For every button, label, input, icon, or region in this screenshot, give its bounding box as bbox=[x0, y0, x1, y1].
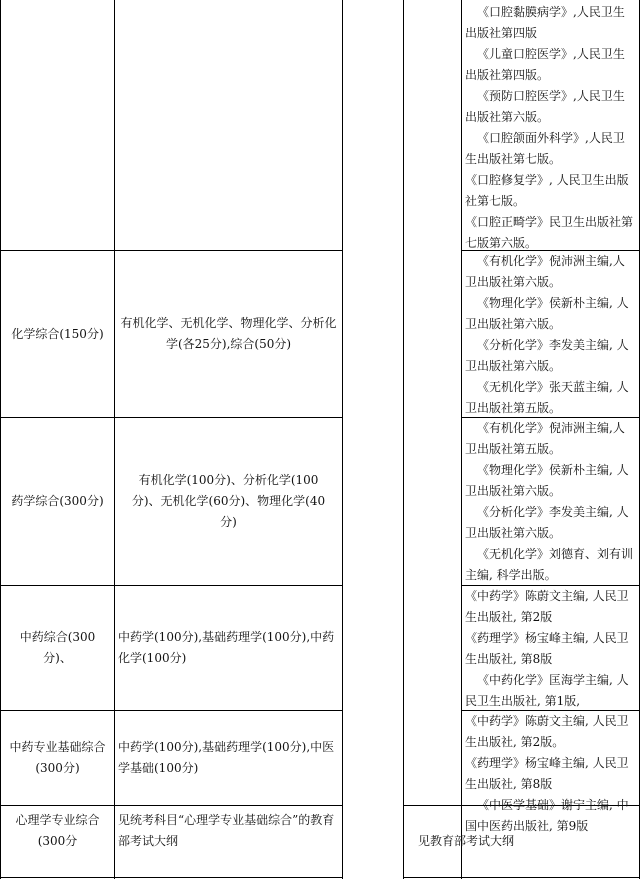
textbook-cell bbox=[462, 418, 639, 585]
textbook-cell bbox=[404, 806, 639, 877]
textbook-entry: 《口腔颌面外科学》,人民卫生出版社第七版。 bbox=[465, 131, 625, 166]
textbook-entry: 《物理化学》侯新朴主编, 人卫出版社第六版。 bbox=[465, 463, 629, 498]
textbook-cell bbox=[462, 586, 639, 710]
table-rule bbox=[403, 0, 404, 879]
content-cell bbox=[115, 711, 342, 805]
textbook-entry: 《中药学》陈蔚文主编, 人民卫生出版社, 第2版。 bbox=[465, 714, 629, 749]
subject-cell bbox=[1, 806, 114, 877]
content-cell bbox=[115, 586, 342, 710]
textbook-entry: 《中医学基础》谢宁主编, 中国中医药出版社, 第9版 bbox=[465, 798, 629, 833]
textbook-entry: 《药理学》杨宝峰主编, 人民卫生出版社, 第8版 bbox=[465, 631, 629, 666]
exam-content: 中药学(100分),基础药理学(100分),中药化学(100分) bbox=[118, 630, 335, 665]
content-cell bbox=[115, 806, 342, 877]
textbook-cell bbox=[462, 0, 639, 250]
textbook-entry: 《有机化学》倪沛洲主编,人卫出版社第五版。 bbox=[465, 421, 625, 456]
textbook-entry: 《口腔黏膜病学》,人民卫生出版社第四版 bbox=[465, 5, 625, 40]
textbook-entry: 《口腔正畸学》民卫生出版社第七版第六版。 bbox=[465, 215, 634, 250]
textbook-entry: 《物理化学》侯新朴主编, 人卫出版社第六版。 bbox=[465, 296, 629, 331]
table-rule bbox=[0, 877, 343, 878]
textbook-entry: 《中药学》陈蔚文主编, 人民卫生出版社, 第2版 bbox=[465, 589, 629, 624]
subject-name: 中药专业基础综合(300分) bbox=[9, 740, 106, 775]
subject-cell bbox=[1, 251, 114, 417]
subject-name: 药学综合(300分) bbox=[11, 494, 104, 508]
content-cell bbox=[115, 418, 342, 585]
exam-content: 见统考科目“心理学专业基础综合”的教育部考试大纲 bbox=[118, 813, 335, 848]
textbook-cell bbox=[462, 711, 639, 833]
subject-name: 中药综合(300分)、 bbox=[19, 630, 96, 665]
textbook-entry: 《预防口腔医学》,人民卫生出版社第六版。 bbox=[465, 89, 625, 124]
exam-content: 中药学(100分),基础药理学(100分),中医学基础(100分) bbox=[118, 740, 335, 775]
subject-name: 心理学专业综合(300分 bbox=[15, 813, 100, 848]
subject-cell bbox=[1, 418, 114, 585]
table-rule bbox=[639, 0, 640, 879]
textbook-entry: 《分析化学》李发美主编, 人卫出版社第六版。 bbox=[465, 505, 629, 540]
exam-content: 有机化学(100分)、分析化学(100分)、无机化学(60分)、物理化学(40分) bbox=[131, 473, 326, 529]
content-cell bbox=[115, 251, 342, 417]
textbook-entry: 《无机化学》张天蓝主编, 人卫出版社第五版。 bbox=[465, 380, 629, 415]
textbook-entry: 《口腔修复学》, 人民卫生出版社第七版。 bbox=[465, 173, 629, 208]
subject-cell bbox=[1, 586, 114, 710]
textbook-entry: 见教育部考试大纲 bbox=[418, 834, 515, 848]
textbook-entry: 《儿童口腔医学》,人民卫生出版社第四版。 bbox=[465, 47, 625, 82]
subject-name: 化学综合(150分) bbox=[11, 326, 104, 341]
textbook-entry: 《药理学》杨宝峰主编, 人民卫生出版社, 第8版 bbox=[465, 756, 629, 791]
textbook-entry: 《分析化学》李发美主编, 人卫出版社第六版。 bbox=[465, 338, 629, 373]
textbook-entry: 《无机化学》刘德育、刘有训主编, 科学出版。 bbox=[465, 547, 634, 582]
textbook-cell bbox=[462, 251, 639, 417]
exam-content: 有机化学、无机化学、物理化学、分析化学(各25分),综合(50分) bbox=[120, 316, 337, 351]
subject-cell bbox=[1, 711, 114, 805]
table-rule bbox=[342, 0, 343, 879]
textbook-entry: 《中药化学》匡海学主编, 人民卫生出版社, 第1版, bbox=[465, 673, 629, 708]
table-rule bbox=[403, 877, 640, 878]
textbook-entry: 《有机化学》倪沛洲主编,人卫出版社第六版。 bbox=[465, 254, 625, 289]
